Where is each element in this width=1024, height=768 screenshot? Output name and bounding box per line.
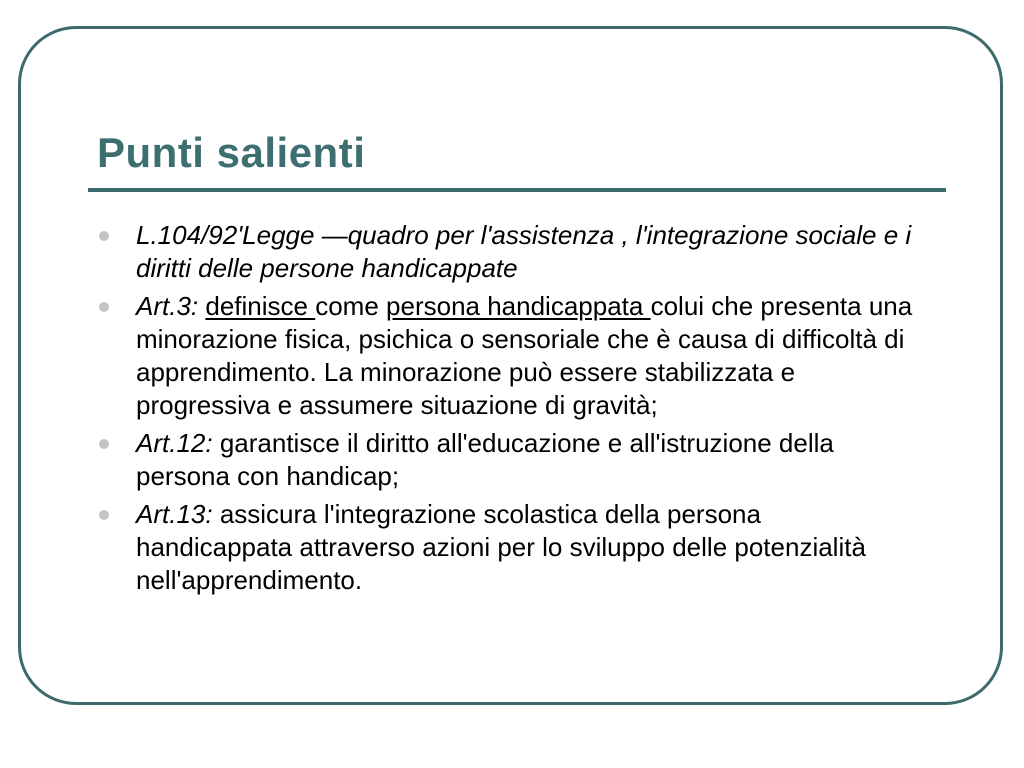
bullet-dot-icon	[99, 302, 109, 312]
bullet-dot-icon	[99, 439, 109, 449]
underlined-term-persona-handicappata: persona handicappata	[386, 291, 651, 321]
article-label: Art.3:	[136, 291, 199, 321]
article-label: Art.12:	[136, 428, 213, 458]
bullet-item-art-3	[96, 290, 916, 422]
bullet-text: come	[315, 291, 387, 321]
bullet-item-art-12	[96, 427, 916, 493]
title-divider	[88, 188, 946, 192]
slide-title: Punti salienti	[97, 129, 366, 176]
article-label: Art.13:	[136, 499, 213, 529]
bullet-text: L.104/92'Legge —quadro per l'assistenza , l'integrazione sociale e i diritti delle persone handicappate	[136, 220, 912, 283]
bullet-dot-icon	[99, 231, 109, 241]
bullet-text: assicura l'integrazione scolastica della persona handicappata attraverso azioni per lo sviluppo delle potenzialità nell'apprendimento.	[136, 499, 866, 595]
underlined-term-definisce: definisce	[205, 291, 316, 321]
bullet-item-art-13	[96, 498, 916, 597]
bullet-text: garantisce il diritto all'educazione e all'istruzione della persona con handicap;	[136, 428, 834, 491]
bullet-item-legge-104	[96, 219, 916, 285]
bullet-list	[96, 219, 916, 602]
bullet-dot-icon	[99, 510, 109, 520]
bullet-text: colui che presenta una minorazione fisica, psichica o sensoriale che è causa di difficoltà di apprendimento. La minorazione può essere stabilizzata e progressiva e assumere situazione di gravità;	[136, 291, 913, 420]
